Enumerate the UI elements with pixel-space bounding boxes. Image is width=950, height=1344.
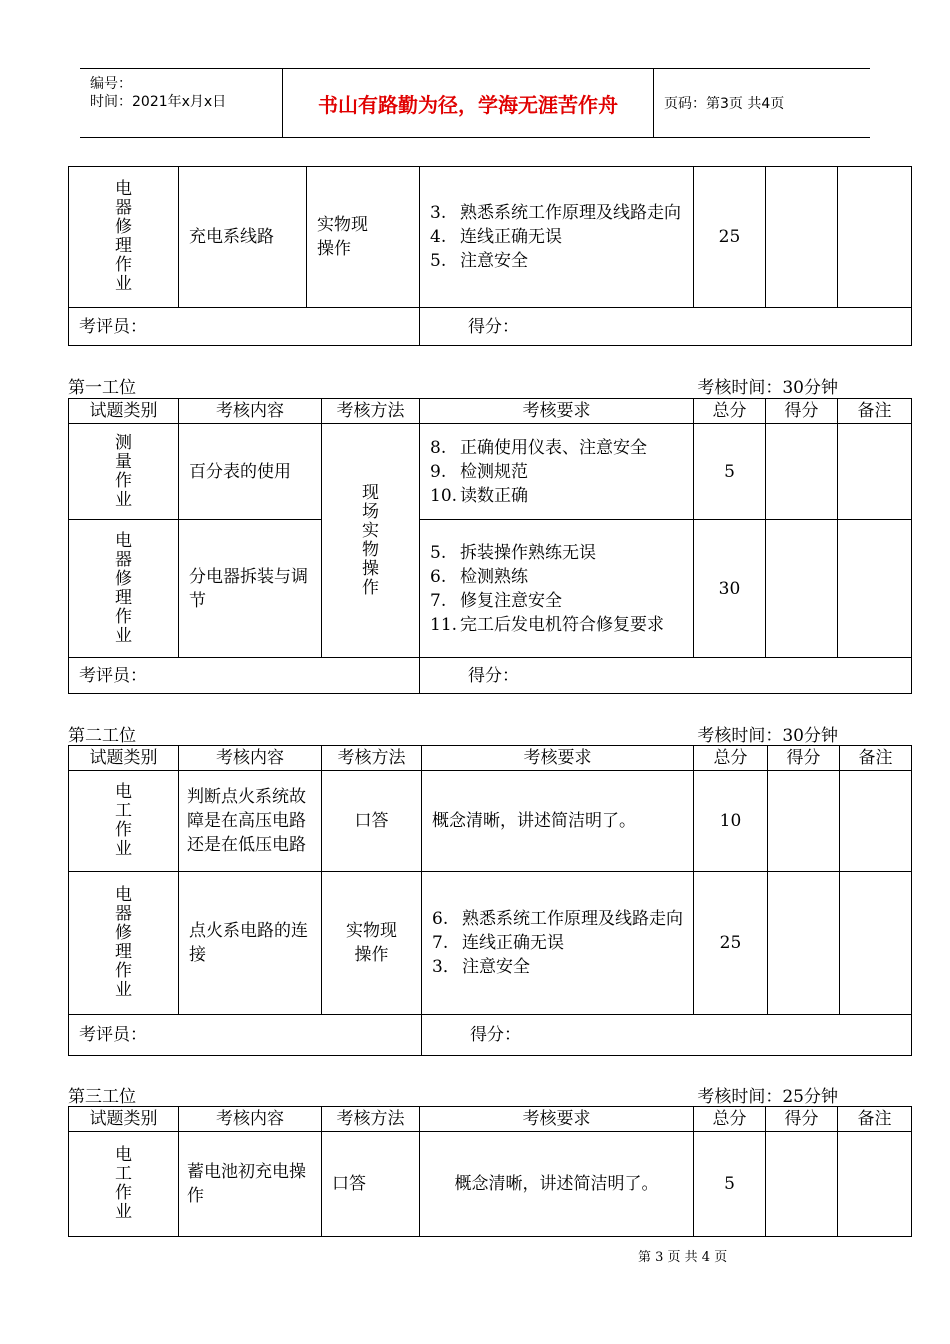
method-line: 操作 xyxy=(317,239,351,259)
requirement-number: 5. xyxy=(430,251,447,271)
score-cell: 25 xyxy=(694,167,766,308)
score-cell: 5 xyxy=(694,1132,766,1237)
score-cell: 30 xyxy=(694,520,766,658)
requirement-list xyxy=(430,201,693,273)
points-cell xyxy=(766,424,838,520)
category-cell: 电器修理作业 xyxy=(115,179,132,294)
category-cell: 电器修理作业 xyxy=(115,530,132,646)
requirement-item xyxy=(432,931,693,955)
column-header: 总分 xyxy=(694,399,766,424)
requirement-text: 检测熟练 xyxy=(460,566,528,587)
number-label: 编号： xyxy=(90,76,132,92)
exam-table-1 xyxy=(68,398,912,694)
requirement-number: 6. xyxy=(430,566,447,587)
requirement-number: 10. xyxy=(430,485,458,506)
requirement-item xyxy=(430,589,693,613)
requirement-cell: 概念清晰，讲述简洁明了。 xyxy=(420,1132,694,1237)
requirement-cell: 概念清晰，讲述简洁明了。 xyxy=(422,771,694,872)
requirement-item xyxy=(430,201,693,225)
section-title: 第一工位 xyxy=(68,378,136,398)
method-line: 实物现 xyxy=(317,215,368,235)
content-cell: 分电器拆装与调节 xyxy=(179,520,322,658)
signature-row xyxy=(69,308,912,346)
requirement-list xyxy=(430,541,693,637)
requirement-text: 注意安全 xyxy=(462,957,530,977)
points-label: 得分： xyxy=(422,1015,912,1056)
requirement-item xyxy=(432,955,693,979)
exam-table-3 xyxy=(68,1106,912,1237)
requirements-cell xyxy=(420,167,694,308)
requirement-item xyxy=(430,484,693,508)
requirement-item xyxy=(430,565,693,589)
points-label: 得分： xyxy=(420,308,912,346)
section-title-row xyxy=(68,1082,911,1107)
section-time: 考核时间：30分钟 xyxy=(697,726,838,746)
signature-row xyxy=(69,1015,912,1056)
requirement-item xyxy=(432,907,693,931)
category-cell: 电工作业 xyxy=(115,1145,132,1222)
header-meta xyxy=(80,69,283,137)
notes-cell xyxy=(840,771,912,872)
column-header: 备注 xyxy=(838,1107,912,1132)
table-row xyxy=(69,771,912,872)
requirement-item xyxy=(430,460,693,484)
method-cell xyxy=(322,872,422,1015)
section-title: 第三工位 xyxy=(68,1087,136,1107)
requirement-text: 完工后发电机符合修复要求 xyxy=(460,614,664,635)
column-header: 考核方法 xyxy=(322,399,420,424)
requirement-item xyxy=(430,436,693,460)
method-line: 实物现 xyxy=(346,921,397,941)
requirement-number: 3. xyxy=(430,203,447,223)
column-header: 考核要求 xyxy=(422,746,694,771)
column-header: 得分 xyxy=(768,746,840,771)
requirement-text: 修复注意安全 xyxy=(460,590,562,611)
requirement-number: 7. xyxy=(430,590,447,611)
page-label: 页码：第3页 共4页 xyxy=(664,96,785,112)
page-footer: 第 3 页 共 4 页 xyxy=(638,1250,728,1265)
category-cell: 电工作业 xyxy=(115,782,132,859)
table-row xyxy=(69,167,912,308)
requirement-number: 5. xyxy=(430,542,447,563)
column-header: 备注 xyxy=(838,399,912,424)
points-cell xyxy=(766,520,838,658)
content-cell: 蓄电池初充电操作 xyxy=(179,1132,322,1237)
column-header: 试题类别 xyxy=(69,399,179,424)
column-header: 试题类别 xyxy=(69,746,179,771)
content-cell: 充电系线路 xyxy=(179,167,307,308)
column-header: 考核内容 xyxy=(179,746,322,771)
requirement-item xyxy=(430,225,693,249)
column-header: 得分 xyxy=(766,1107,838,1132)
notes-cell xyxy=(838,520,912,658)
column-header: 总分 xyxy=(694,746,768,771)
table-row xyxy=(69,1132,912,1237)
header-row xyxy=(69,399,912,424)
requirement-text: 读数正确 xyxy=(460,485,528,506)
examiner-label: 考评员： xyxy=(69,658,420,694)
date-label: 时间：2021年x月x日 xyxy=(90,94,227,110)
requirement-text: 连线正确无误 xyxy=(462,933,564,953)
requirement-item xyxy=(430,613,693,637)
exam-table-2 xyxy=(68,745,912,1056)
score-cell: 10 xyxy=(694,771,768,872)
requirement-number: 11. xyxy=(430,614,458,635)
signature-row xyxy=(69,658,912,694)
column-header: 考核要求 xyxy=(420,399,694,424)
column-header: 考核内容 xyxy=(179,399,322,424)
column-header: 得分 xyxy=(766,399,838,424)
column-header: 备注 xyxy=(840,746,912,771)
column-header: 考核方法 xyxy=(322,1107,420,1132)
requirement-number: 6. xyxy=(432,909,449,929)
points-cell xyxy=(768,771,840,872)
category-cell: 电器修理作业 xyxy=(115,885,132,1000)
content-cell: 判断点火系统故障是在高压电路还是在低压电路 xyxy=(179,771,322,872)
requirement-text: 注意安全 xyxy=(460,251,528,271)
method-line: 操作 xyxy=(354,945,389,965)
requirement-number: 8. xyxy=(430,437,447,458)
requirement-number: 3． xyxy=(432,957,460,977)
points-label: 得分： xyxy=(420,658,912,694)
exam-table-continued xyxy=(68,166,912,346)
motto: 书山有路勤为径，学海无涯苦作舟 xyxy=(283,69,654,137)
examiner-label: 考评员： xyxy=(69,308,420,346)
requirement-number: 4. xyxy=(430,227,447,247)
requirement-text: 正确使用仪表、注意安全 xyxy=(460,437,647,458)
section-title: 第二工位 xyxy=(68,726,136,746)
requirement-text: 连线正确无误 xyxy=(460,227,562,247)
method-cell xyxy=(307,167,420,308)
requirement-text: 检测规范 xyxy=(460,461,528,482)
score-cell: 25 xyxy=(694,872,768,1015)
section-time: 考核时间：25分钟 xyxy=(697,1087,838,1107)
notes-cell xyxy=(840,872,912,1015)
method-cell: 口答 xyxy=(322,1132,420,1237)
section-time: 考核时间：30分钟 xyxy=(697,378,838,398)
requirement-text: 拆装操作熟练无误 xyxy=(460,542,596,563)
section-title-row xyxy=(68,373,911,398)
notes-cell xyxy=(838,1132,912,1237)
notes-cell xyxy=(838,167,912,308)
notes-cell xyxy=(838,424,912,520)
category-cell: 测量作业 xyxy=(115,432,132,510)
table-row xyxy=(69,872,912,1015)
requirement-text: 熟悉系统工作原理及线路走向 xyxy=(460,203,681,223)
points-cell xyxy=(768,872,840,1015)
requirement-item xyxy=(430,249,693,273)
page-header xyxy=(80,68,870,138)
points-cell xyxy=(766,167,838,308)
column-header: 考核内容 xyxy=(179,1107,322,1132)
method-cell xyxy=(322,424,420,658)
requirement-list xyxy=(430,436,693,508)
section-title-row xyxy=(68,721,911,746)
requirement-text: 熟悉系统工作原理及线路走向 xyxy=(462,909,683,929)
points-cell xyxy=(766,1132,838,1237)
column-header: 考核方法 xyxy=(322,746,422,771)
header-row xyxy=(69,1107,912,1132)
table-row xyxy=(69,424,912,520)
header-row xyxy=(69,746,912,771)
requirement-list xyxy=(432,907,693,979)
column-header: 试题类别 xyxy=(69,1107,179,1132)
table-row xyxy=(69,520,912,658)
score-cell: 5 xyxy=(694,424,766,520)
content-cell: 点火系电路的连接 xyxy=(179,872,322,1015)
column-header: 总分 xyxy=(694,1107,766,1132)
method-text: 现场实物操作 xyxy=(362,482,379,598)
requirement-number: 9. xyxy=(430,461,447,482)
requirement-item xyxy=(430,541,693,565)
column-header: 考核要求 xyxy=(420,1107,694,1132)
requirement-number: 7. xyxy=(432,933,449,953)
content-cell: 百分表的使用 xyxy=(179,424,322,520)
examiner-label: 考评员： xyxy=(69,1015,422,1056)
method-cell: 口答 xyxy=(322,771,422,872)
